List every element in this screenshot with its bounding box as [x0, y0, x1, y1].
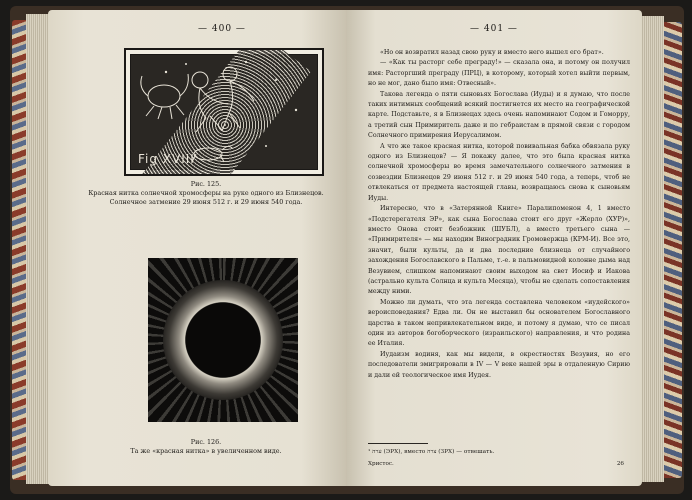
- paragraph: — «Как ты расторг себе преграду!» — сказала она, и потому он получил имя: Расторгший преграду (ПРЦ), в которому, который хотел выйти первым, но не мог, дано было имя: Отвесный».: [368, 59, 630, 88]
- paragraph: «Но он возвратил назад свою руку и вместо него вышел его брат».: [380, 49, 604, 56]
- page-number-right: — 401 —: [470, 24, 518, 34]
- body-text: [368, 48, 630, 381]
- figure-zodiac-engraving: [124, 48, 324, 176]
- figure-126-text: Та же «красная нитка» в увеличенном виде.: [130, 447, 282, 455]
- paragraph: Такова легенда о пяти сыновьях Богослава (Иуды) и я думаю, что после таких интимных сообщений всякий постигнется их место на географической карте. Подставьте, я в Близнецах здесь очень напоминают Содом и Гоморру, а третий сын Примиритель даже и по гебраистам в прямой связи с городом Солнечного примирения Иерусалимом.: [368, 90, 630, 140]
- figure-eclipse-photo: [148, 258, 298, 422]
- paragraph: Иудаизм водиня, как мы видели, в окрестностях Везувия, но его последователи эмигрировали в IV — V веке нашей эры в отдаленную Сирию и дали ей теологическое имя Иудея.: [368, 350, 630, 379]
- left-page: [48, 10, 346, 486]
- signature-title: Христос.: [368, 461, 394, 467]
- paragraph: Интересно, что в «Затерянной Книге» Паралипоменон 4, 1 вместо «Подстерегателя ЭР», как сына Богослава стоит его друг «Жерло (ХУР)», вместо Онова стоит безбожник (ШУБЛ), а вместо третьего сына — «Примирителя» — мы находим Виноградник Громовержца (КРМ-И). Все это, значит, были культы, да и два последние близнеца от случайного захождения Богославского в Пальме, т.-е. в пальмовидной колонне дыма над Везувием, слишком напоминают своим выходом на свет Иосиф и Иакова (астрально культа Солнца и культа Месяца), чтобы не сделать сопоставления между ними.: [368, 205, 630, 296]
- eclipse-corona: [163, 280, 283, 400]
- page-number-left: — 400 —: [198, 24, 246, 34]
- figure-125-caption: [88, 180, 324, 207]
- figure-126-number: Рис. 126.: [190, 438, 222, 446]
- marbled-edge-right: [662, 22, 682, 478]
- footnote: ¹ ערה (ЭРХ), вместо צרה (ЗРХ) — отвешать.: [368, 449, 495, 455]
- page-edges-right: [640, 16, 664, 482]
- paragraph: А что же такое красная нитка, которой повивальная бабка обвязала руку одного из Близнецов? — Я покажу далее, что это была красная нитка солнечной хромосферы во время замечательного солнечного затмения в созвездии Близнецов 29 июня 512 г. и 29 июня 540 года, а теперь, чтоб не отвлекаться от предмета настоящей главы, возвращаюсь снова к сыновьям Иуды.: [368, 142, 630, 202]
- paragraph: Можно ли думать, что эта легенда составлена человеком «иудейского» вероисповедания? Едва ли. Он не выставил бы основателем Богославного царства в таком непривлекательном виде, и потому я думаю, что се писал один из авторов богоборческого (израильского) направления, и что родина ее Италия.: [368, 298, 630, 348]
- figure-126-caption: [108, 438, 304, 456]
- figure-label: Fig XVIII: [138, 152, 195, 166]
- page-signature: [368, 461, 630, 467]
- right-page: [346, 10, 642, 486]
- figure-125-text: Красная нитка солнечной хромосферы на руке одного из Близнецов. Солнечное затмение 29 июня 512 г. и 29 июня 540 года.: [88, 189, 324, 206]
- footnote-divider: [368, 443, 428, 444]
- figure-125-number: Рис. 125.: [190, 180, 222, 188]
- signature-number: 26: [616, 461, 624, 467]
